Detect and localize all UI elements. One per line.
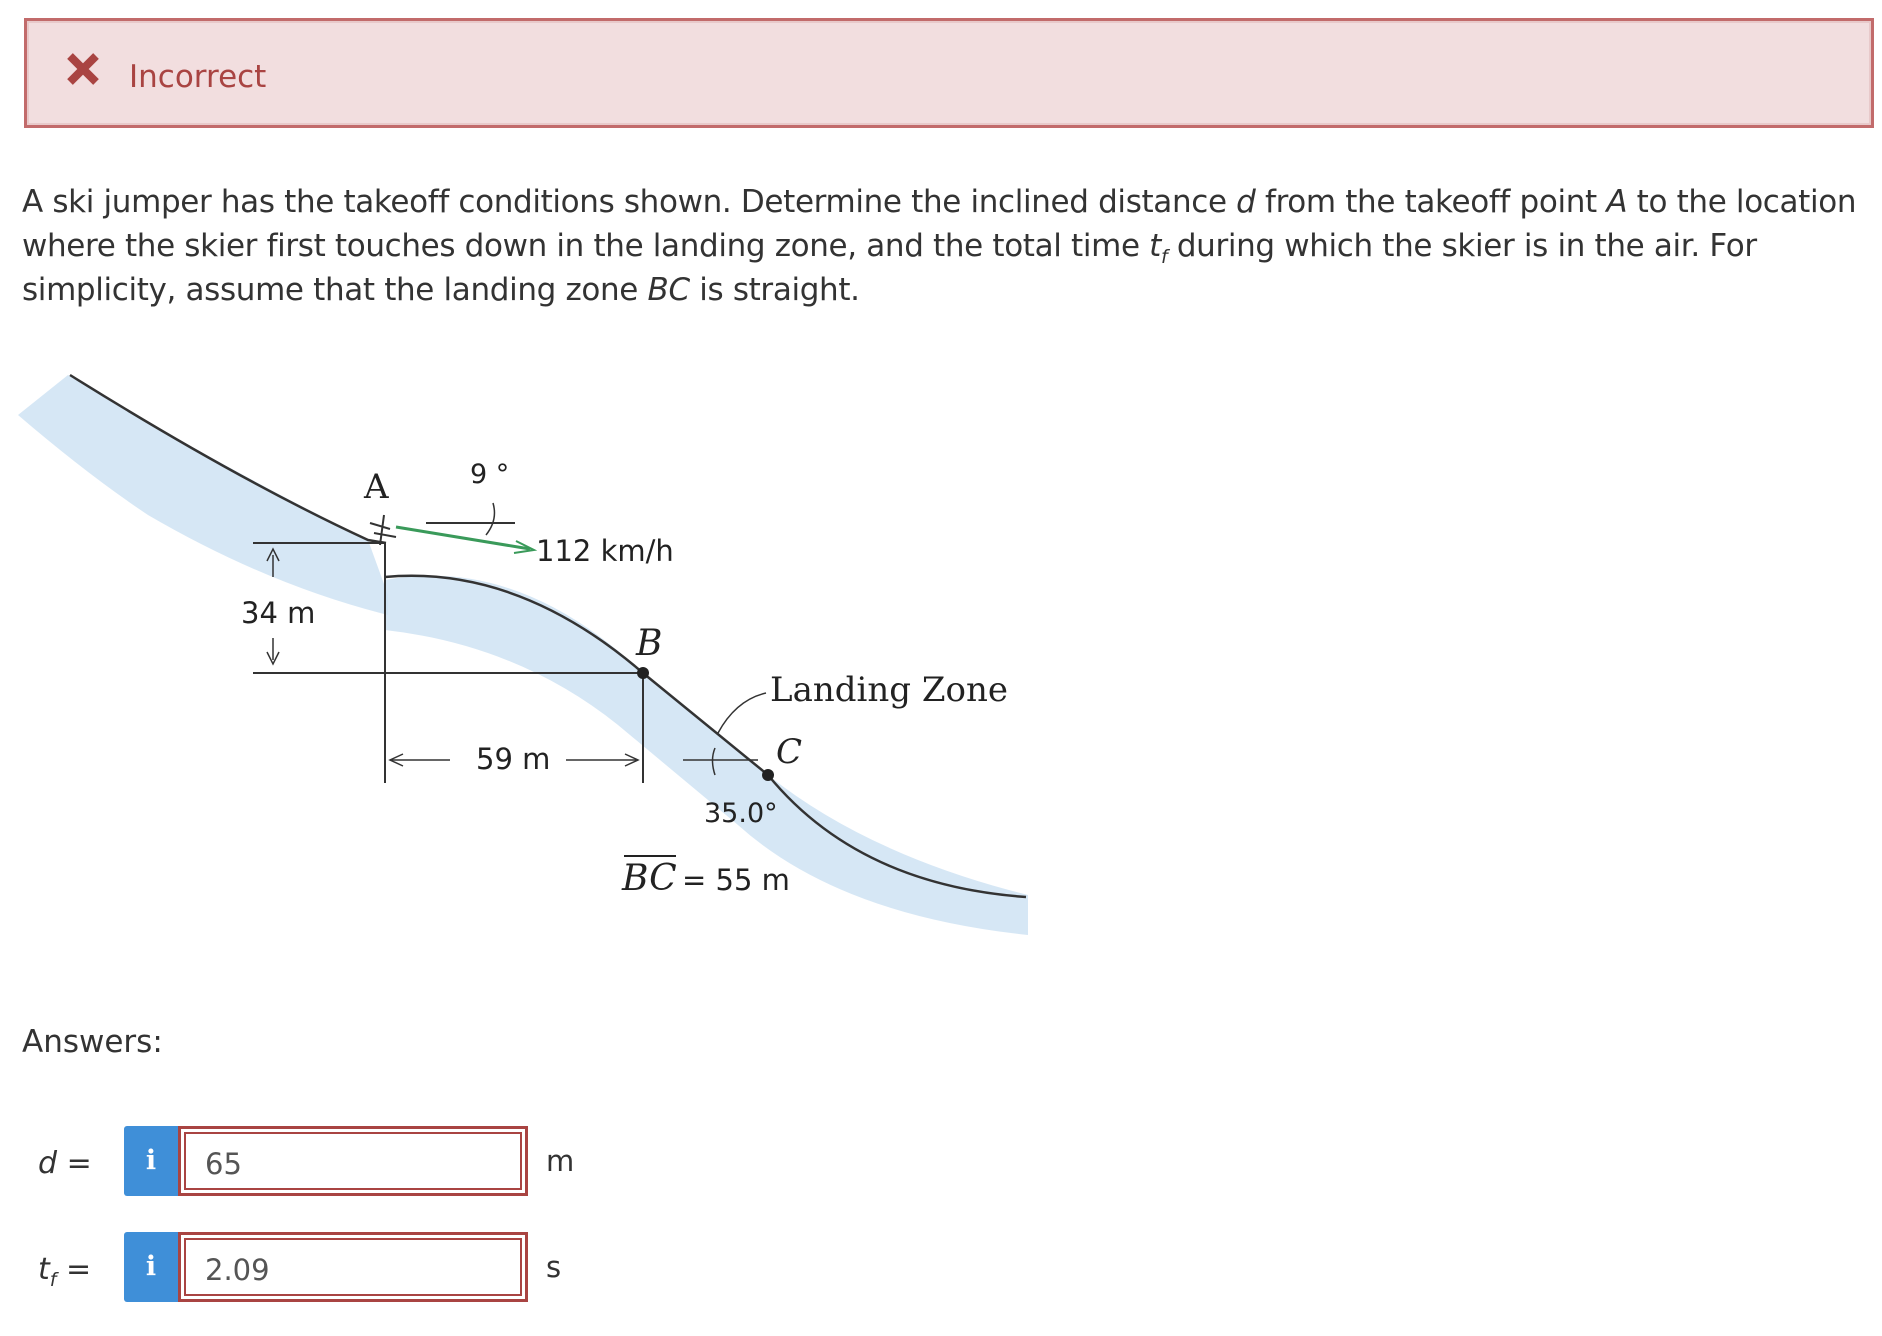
question-part: is straight.: [689, 272, 860, 308]
var-t-sub: f: [1160, 246, 1168, 269]
question-text: [22, 180, 1867, 312]
answer-row-t: [0, 1232, 700, 1302]
question-part: from the takeoff point: [1255, 184, 1607, 220]
slope-angle-label: 35.0°: [704, 798, 778, 829]
feedback-status: Incorrect: [129, 59, 267, 95]
point-b-dot: [637, 667, 649, 679]
landing-zone-label: Landing Zone: [770, 670, 1008, 710]
angle-arc: [486, 503, 494, 535]
point-a-label: A: [364, 467, 389, 507]
unit-d: m: [546, 1144, 575, 1178]
var-d-label: d: [38, 1146, 58, 1181]
var-t: t: [1149, 228, 1161, 264]
answers-heading: Answers:: [22, 1024, 163, 1060]
height-label: 34 m: [241, 596, 316, 630]
answer-row-d: [0, 1126, 700, 1196]
answer-value-d: 65: [205, 1147, 242, 1181]
var-t-sub-label: f: [49, 1269, 57, 1291]
upper-slope-snow: [18, 375, 388, 615]
var-bc: BC: [647, 272, 690, 308]
equals-sign: =: [57, 1146, 92, 1181]
distance-label: 59 m: [476, 742, 551, 776]
answer-label-t: [38, 1252, 91, 1291]
answer-input-d[interactable]: [178, 1126, 528, 1196]
ski-jump-figure: [18, 355, 1073, 965]
bc-value: = 55 m: [682, 863, 790, 897]
unit-t: s: [546, 1250, 562, 1284]
var-t-label: t: [38, 1252, 50, 1287]
takeoff-angle-label: 9 °: [470, 459, 510, 490]
answer-label-d: [38, 1146, 92, 1181]
close-icon: [65, 51, 101, 87]
landing-zone-leader: [718, 693, 766, 733]
feedback-banner: [24, 18, 1874, 128]
question-part: A ski jumper has the takeoff conditions shown. Determine the inclined distance: [22, 184, 1237, 220]
speed-label: 112 km/h: [536, 534, 674, 568]
info-button[interactable]: i: [124, 1126, 178, 1196]
velocity-arrow: [396, 527, 530, 549]
equals-sign: =: [56, 1252, 92, 1287]
var-a: A: [1606, 184, 1628, 220]
answer-value-t: 2.09: [205, 1253, 270, 1287]
point-c-label: C: [776, 732, 803, 772]
info-button[interactable]: i: [124, 1232, 178, 1302]
point-b-label: B: [636, 623, 663, 664]
answer-input-t[interactable]: [178, 1232, 528, 1302]
var-d: d: [1236, 184, 1256, 220]
point-c-dot: [762, 769, 774, 781]
bc-label: BC: [622, 858, 677, 899]
question-part: to the location where the skier first touches down in the landing zone, and the total time: [22, 184, 1857, 264]
question-part: during which the skier is in the air. For simplicity, assume that the landing zone: [22, 228, 1757, 308]
